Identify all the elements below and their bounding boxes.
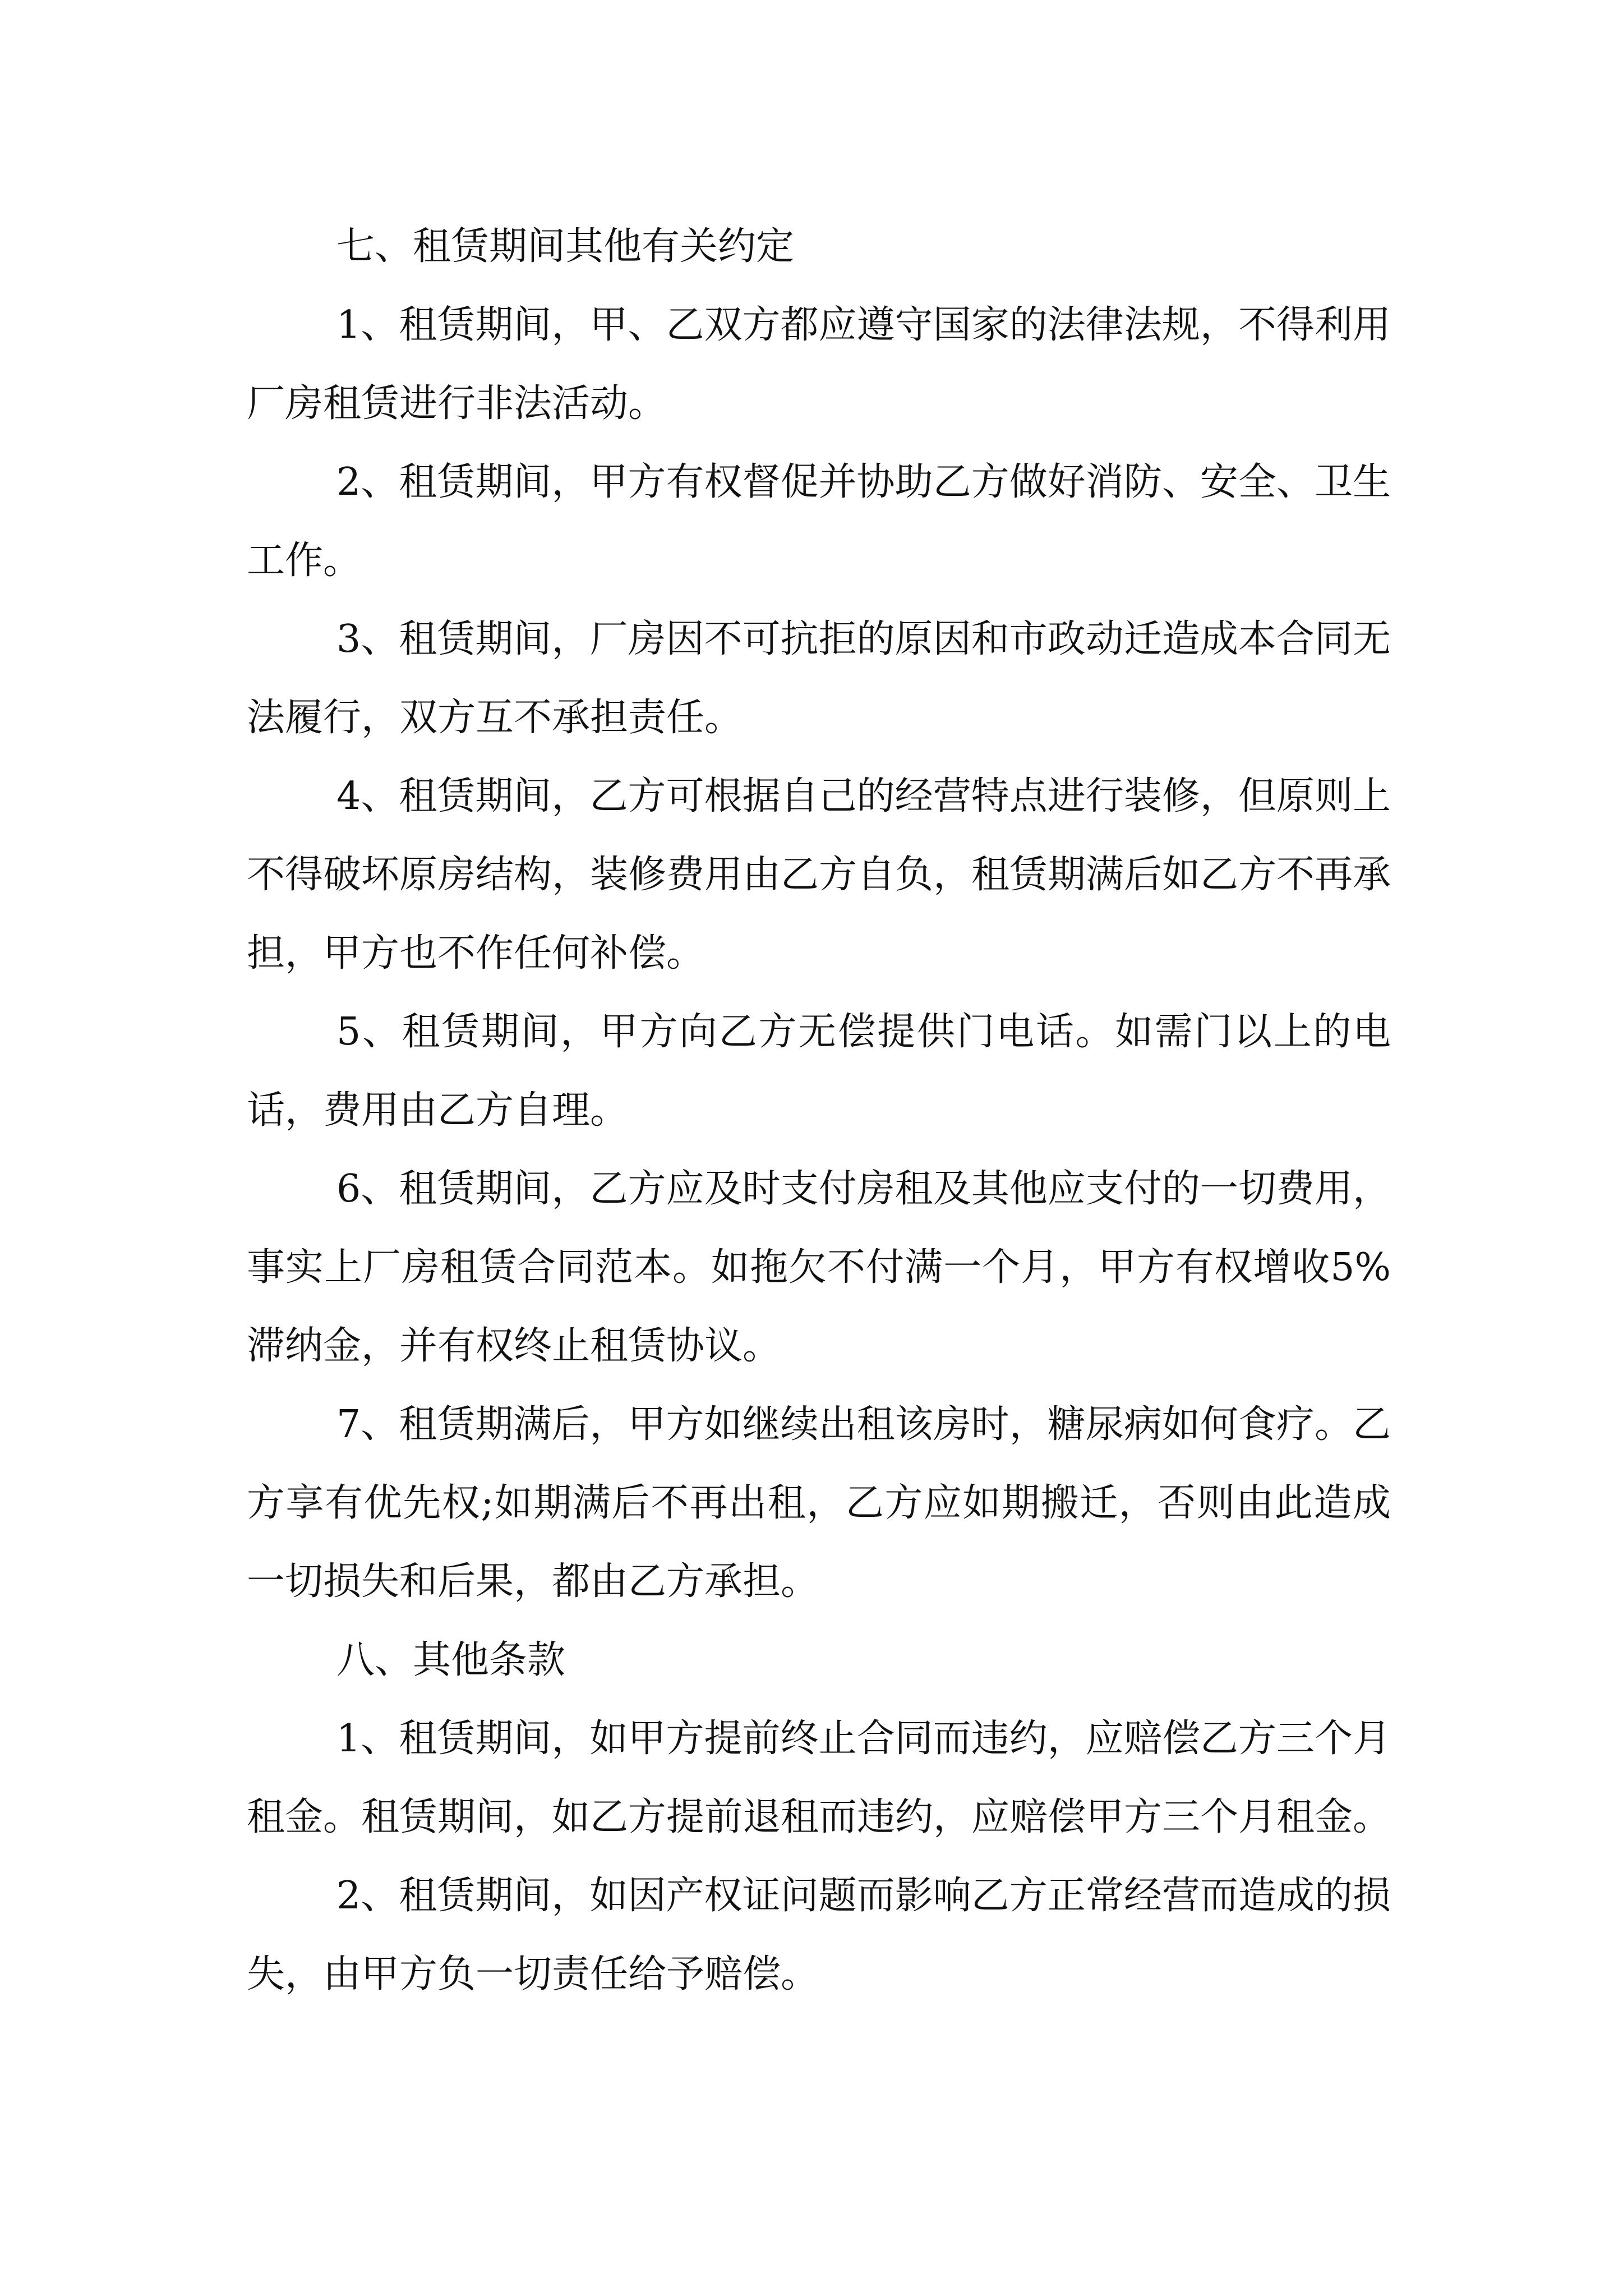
- document-body: [247, 208, 1391, 2014]
- clause-7-4: 4、租赁期间，乙方可根据自己的经营特点进行装修，但原则上不得破坏原房结构，装修费用由乙方自负，租赁期满后如乙方不再承担，甲方也不作任何补偿。: [247, 774, 1391, 976]
- clause-7-3: 3、租赁期间，厂房因不可抗拒的原因和市政动迁造成本合同无法履行，双方互不承担责任。: [247, 617, 1391, 740]
- section-heading-7: 七、租赁期间其他有关约定: [336, 224, 795, 269]
- clause-8-1: 1、租赁期间，如甲方提前终止合同而违约，应赔偿乙方三个月租金。租赁期间，如乙方提前退租而违约，应赔偿甲方三个月租金。: [247, 1717, 1391, 1839]
- clause-7-6: 6、租赁期间，乙方应及时支付房租及其他应支付的一切费用，事实上厂房租赁合同范本。如拖欠不付满一个月，甲方有权增收5%滞纳金，并有权终止租赁协议。: [247, 1167, 1391, 1368]
- clause-7-1: 1、租赁期间，甲、乙双方都应遵守国家的法律法规，不得利用厂房租赁进行非法活动。: [247, 303, 1391, 426]
- clause-7-5: 5、租赁期间，甲方向乙方无偿提供门电话。如需门以上的电话，费用由乙方自理。: [247, 1010, 1391, 1133]
- section-heading-8: 八、其他条款: [336, 1638, 566, 1682]
- clause-7-2: 2、租赁期间，甲方有权督促并协助乙方做好消防、安全、卫生工作。: [247, 460, 1391, 583]
- clause-8-2: 2、租赁期间，如因产权证问题而影响乙方正常经营而造成的损失，由甲方负一切责任给予赔偿。: [247, 1874, 1391, 1996]
- clause-7-7: 7、租赁期满后，甲方如继续出租该房时，糖尿病如何食疗。乙方享有优先权;如期满后不再出租，乙方应如期搬迁，否则由此造成一切损失和后果，都由乙方承担。: [247, 1402, 1391, 1604]
